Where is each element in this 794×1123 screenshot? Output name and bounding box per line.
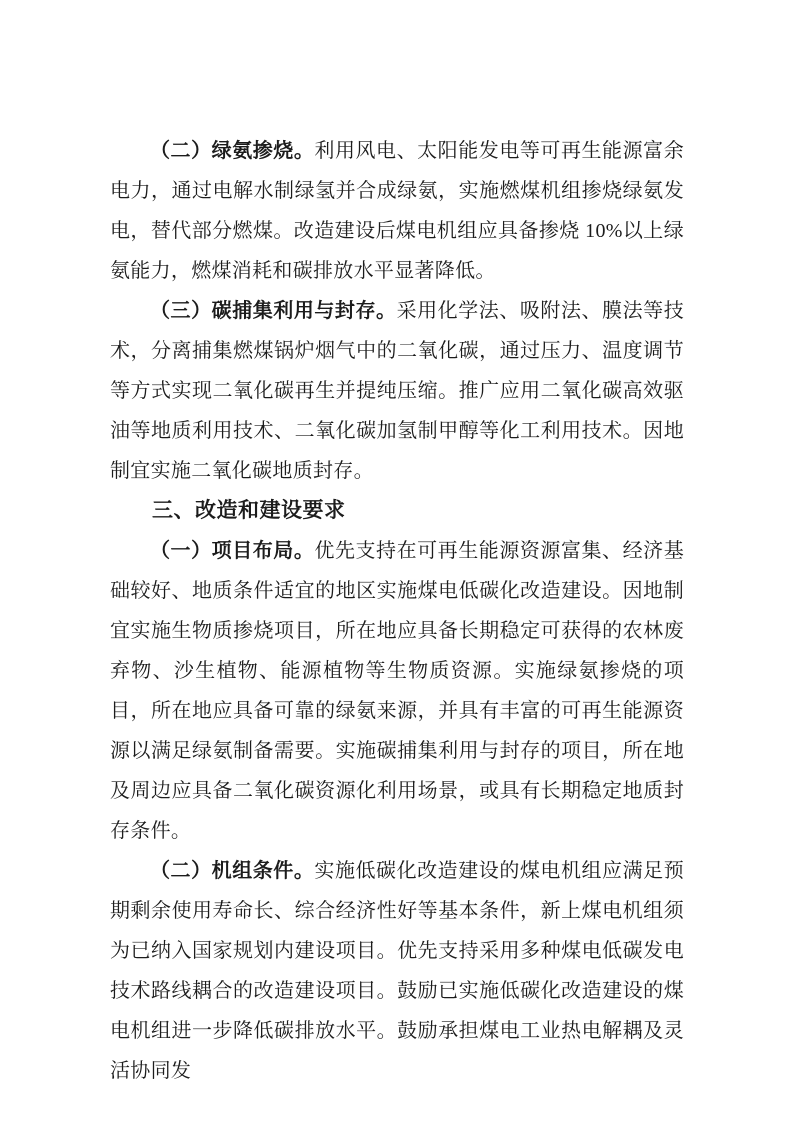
paragraph-unit-conditions xyxy=(110,851,684,1091)
paragraph-carbon-capture-storage xyxy=(110,291,684,491)
paragraph-lead-label: （二）机组条件。 xyxy=(150,860,315,882)
paragraph-body-text: 实施低碳化改造建设的煤电机组应满足预期剩余使用寿命长、综合经济性好等基本条件，新上煤电机组须为已纳入国家规划内建设项目。优先支持采用多种煤电低碳发电技术路线耦合的改造建设项目。鼓励已实施低碳化改造建设的煤电机组进一步降低碳排放水平。鼓励承担煤电工业热电解耦及灵活协同发 xyxy=(110,860,684,1082)
document-text-block xyxy=(110,131,684,1091)
paragraph-lead-label: （一）项目布局。 xyxy=(150,540,315,562)
paragraph-project-layout xyxy=(110,531,684,851)
paragraph-green-ammonia-cofiring xyxy=(110,131,684,291)
paragraph-lead-label: （二）绿氨掺烧。 xyxy=(150,140,315,162)
paragraph-body-text: 采用化学法、吸附法、膜法等技术，分离捕集燃煤锅炉烟气中的二氧化碳，通过压力、温度调节等方式实现二氧化碳再生并提纯压缩。推广应用二氧化碳高效驱油等地质利用技术、二氧化碳加氢制甲醇等化工利用技术。因地制宜实施二氧化碳地质封存。 xyxy=(110,300,684,482)
paragraph-body-text: 利用风电、太阳能发电等可再生能源富余电力，通过电解水制绿氢并合成绿氨，实施燃煤机组掺烧绿氨发电，替代部分燃煤。改造建设后煤电机组应具备掺烧 10%以上绿氨能力，燃煤消耗和碳排放水平显著降低。 xyxy=(110,140,684,282)
section-heading-transformation-requirements: 三、改造和建设要求 xyxy=(152,499,346,522)
paragraph-lead-label: （三）碳捕集利用与封存。 xyxy=(150,300,397,322)
paragraph-body-text: 优先支持在可再生能源资源富集、经济基础较好、地质条件适宜的地区实施煤电低碳化改造建设。因地制宜实施生物质掺烧项目，所在地应具备长期稳定可获得的农林废弃物、沙生植物、能源植物等生物质资源。实施绿氨掺烧的项目，所在地应具备可靠的绿氨来源，并具有丰富的可再生能源资源以满足绿氨制备需要。实施碳捕集利用与封存的项目，所在地及周边应具备二氧化碳资源化利用场景，或具有长期稳定地质封存条件。 xyxy=(110,540,684,842)
